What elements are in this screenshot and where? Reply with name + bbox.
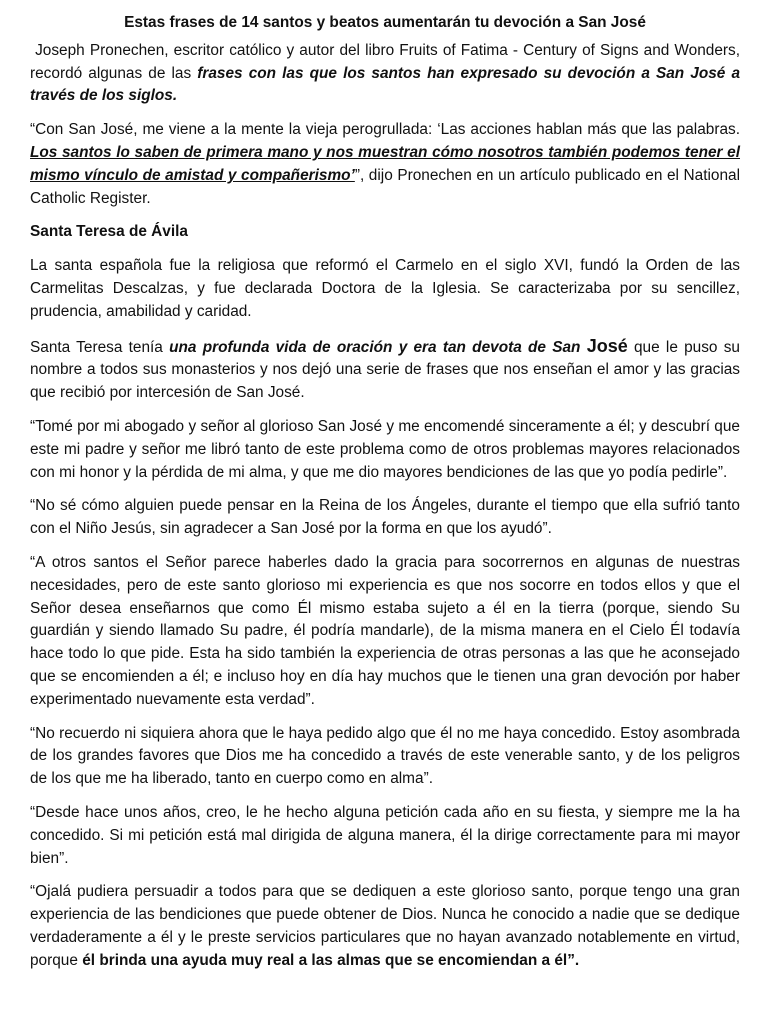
- quote-text-end: ”, dijo Pronechen en un artículo publicado en el National Catholic Register.: [30, 166, 741, 207]
- devotion-name-large: José: [586, 335, 628, 356]
- quote-paragraph-1: “Tomé por mi abogado y señor al glorioso San José y me encomendé sinceramente a él; y descubrí que este mi padre y señor me libró tanto de este problema como de otros problemas mayores relacionados con mi honor y la pérdida de mi alma, y que me dio mayores bendiciones de las que yo podía pedirle”.: [30, 417, 740, 481]
- closing-emphasis: él brinda una ayuda muy real a las almas que se encomiendan a él”.: [82, 951, 580, 969]
- intro-paragraph: [30, 40, 740, 108]
- document-title: Estas frases de 14 santos y beatos aumentarán tu devoción a San José: [124, 14, 646, 31]
- quote-paragraph-4: “No recuerdo ni siquiera ahora que le haya pedido algo que él no me haya concedido. Estoy asombrada de los grandes favores que Dios me ha concedido a través de este venerable santo, y de los peligros de los que me ha liberado, tanto en cuerpo como en alma”.: [30, 724, 740, 788]
- bio-paragraph: La santa española fue la religiosa que reformó el Carmelo en el siglo XVI, fundó la Orden de las Carmelitas Descalzas, y fue declarada Doctora de la Iglesia. Se caracterizaba por su sencillez, prudencia, amabilidad y caridad.: [30, 257, 740, 320]
- devotion-emphasis: una profunda vida de oración y era tan devota de San: [169, 338, 587, 356]
- quote-emphasis-underlined: Los santos lo saben de primera mano y nos muestran cómo nosotros también podemos tener el mismo vínculo de amistad y compañerismo’: [30, 143, 740, 184]
- section-heading: Santa Teresa de Ávila: [30, 223, 188, 241]
- quote-paragraph-pronechen: [30, 119, 740, 210]
- quote-paragraph-6: [30, 881, 740, 972]
- intro-emphasis: frases con las que los santos han expresado su devoción a San José a través de los siglos.: [30, 64, 741, 105]
- devotion-text-end: que le puso su nombre a todos sus monasterios y nos dejó una serie de frases que nos enseñan el amor y las gracias que recibió por intercesión de San José.: [30, 338, 740, 402]
- quote-paragraph-5: “Desde hace unos años, creo, le he hecho alguna petición cada año en su fiesta, y siempre me la ha concedido. Si mi petición está mal dirigida de alguna manera, él la dirige correctamente para mi mayor bien”.: [30, 803, 740, 867]
- quote-text-start: “Con San José, me viene a la mente la vieja perogrullada: ‘Las acciones hablan más que las palabras.: [30, 121, 740, 139]
- intro-text: Joseph Pronechen, escritor católico y autor del libro Fruits of Fatima - Century of Signs and Wonders, recordó algunas de las: [30, 41, 740, 82]
- quote-paragraph-2: “No sé cómo alguien puede pensar en la Reina de los Ángeles, durante el tiempo que ella sufrió tanto con el Niño Jesús, sin agradecer a San José por la forma en que los ayudó”.: [30, 497, 740, 538]
- closing-text: “Ojalá pudiera persuadir a todos para que se dediquen a este glorioso santo, porque tengo una gran experiencia de las bendiciones que puede obtener de Dios. Nunca he conocido a nadie que se dedique verdaderamente a él y le preste servicios particulares que no hayan avanzado notablemente en virtud, porque: [30, 883, 740, 969]
- devotion-paragraph: [30, 335, 740, 405]
- quote-paragraph-3: “A otros santos el Señor parece haberles dado la gracia para socorrernos en algunas de nuestras necesidades, pero de este santo glorioso mi experiencia es que nos socorre en todos ellos y que el Señor desea enseñarnos que como Él mismo estaba sujeto a él en la tierra (porque, siendo Su guardián y siendo llamado Su padre, él podría mandarle), de la misma manera en el Cielo Él todavía hace todo lo que pide. Esta ha sido también la experiencia de otras personas a las que he aconsejado que se encomienden a él; e incluso hoy en día hay muchos que le tienen una gran devoción por haber experimentado nuevamente esta verdad”.: [30, 553, 740, 708]
- devotion-text-start: Santa Teresa tenía: [30, 338, 170, 356]
